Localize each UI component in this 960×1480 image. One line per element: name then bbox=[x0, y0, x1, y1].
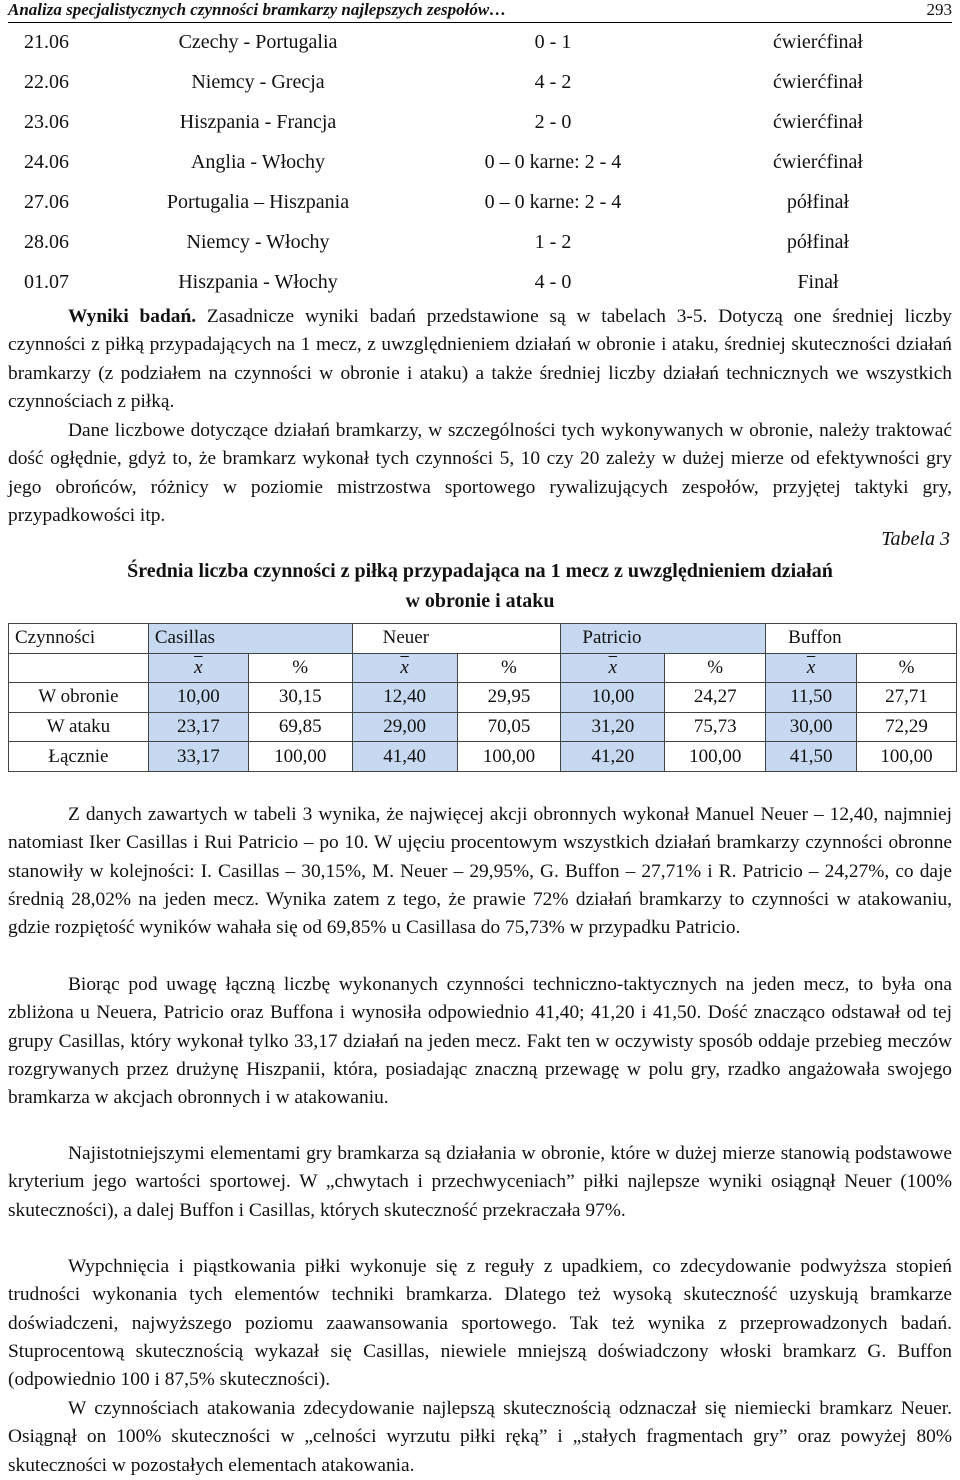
body-paragraph: Z danych zawartych w tabeli 3 wynika, że najwięcej akcji obronnych wykonał Manuel Neuer – 12,40, najmniej natomiast Iker Casillas i Rui Patricio – po 10. W ujęciu procentowym wszystkich działań bramkarzy czynności obronne stanowiły w kolejności: I. Casillas – 30,15%, M. Neuer – 29,95%, G. Buffon – 27,71% i R. Patricio – 24,27%, co daje średnią 28,02% na jeden mecz. Wynika zatem z tego, że prawie 72% działań bramkarzy to czynności w atakowaniu, gdzie rozpiętość wyników wahała się od 69,85% u Casillasa do 75,73% w przypadku Patricio. bbox=[8, 804, 952, 939]
match-score: 4 - 2 bbox=[534, 71, 572, 93]
mean-header: $\overline{x}$ bbox=[352, 653, 457, 683]
table-row bbox=[9, 683, 957, 713]
match-teams: Portugalia – Hiszpania bbox=[166, 191, 350, 213]
data-caution-paragraph: Dane liczbowe dotyczące działań bramkarzy, w szczególności tych wykonywanych w obronie, należy traktować dość ogłędnie, gdyż to, że bramkarz wykonał tych czynności 5, 10 czy 20 zależy w dużej mierze od efektywności gry jego obrońców, różnicy w poziomie mistrzostwa sportowego rywalizujących zespołów, przyjętej taktyki gry, przypadkowości itp. bbox=[8, 420, 952, 526]
match-score: 4 - 0 bbox=[534, 271, 572, 293]
match-round: Finał bbox=[797, 271, 839, 293]
table-cell: 12,40 bbox=[352, 683, 457, 713]
table-cell: 41,40 bbox=[352, 742, 457, 772]
player-header: Patricio bbox=[561, 624, 766, 654]
table-row bbox=[9, 742, 957, 772]
match-date: 27.06 bbox=[24, 191, 69, 213]
table-cell: 29,00 bbox=[352, 712, 457, 742]
match-row bbox=[0, 226, 960, 266]
running-header bbox=[8, 0, 952, 23]
match-round: półfinał bbox=[786, 231, 850, 253]
table-caption: Tabela 3 bbox=[881, 528, 950, 550]
match-list bbox=[0, 26, 960, 306]
table-cell: 100,00 bbox=[857, 742, 957, 772]
table-cell: 100,00 bbox=[457, 742, 561, 772]
results-heading: Wyniki badań. bbox=[68, 306, 197, 327]
mean-header: $\overline{x}$ bbox=[766, 653, 857, 683]
body-paragraph: Biorąc pod uwagę łączną liczbę wykonanych czynności techniczno-taktycznych na jeden mecz, to była ona zbliżona u Neuera, Patricio oraz Buffona i wynosiła odpowiednio 41,40; 41,20 i 41,50. Dość znacząco odstawał od tej grupy Casillas, który wykonał tylko 33,17 działań na jeden mecz. Fakt ten w oczywisty sposób oddaje przebieg meczów rozgrywanych przez drużynę Hiszpanii, która, posiadając znaczną przewagę w polu gry, rzadko angażowała swojego bramkarza w akcjach obronnych i w atakowaniu. bbox=[8, 974, 952, 1109]
table-cell: 10,00 bbox=[561, 683, 665, 713]
mean-header: $\overline{x}$ bbox=[148, 653, 248, 683]
table-cell: 30,15 bbox=[248, 683, 352, 713]
match-round: ćwierćfinał bbox=[773, 31, 863, 53]
table-row bbox=[9, 712, 957, 742]
table-cell: 70,05 bbox=[457, 712, 561, 742]
body-paragraph: Wypchnięcia i piąstkowania piłki wykonuje się z reguły z upadkiem, co zdecydowanie podwyższa stopień trudności wykonania tych elementów techniki bramkarza. Dlatego też wysoką skuteczność uzyskują bramkarze doświadczeni, najwyższego poziomu zaawansowania sportowego. Tak też wynika z przeprowadzonych badań. Stuprocentową skutecznością wykazał się Casillas, niewiele mniejszą doświadczony włoski bramkarz G. Buffon (odpowiednio 100 i 87,5% skuteczności). bbox=[8, 1256, 952, 1391]
corner-cell: Czynności bbox=[9, 624, 149, 654]
table-cell: 69,85 bbox=[248, 712, 352, 742]
table-cell: 30,00 bbox=[766, 712, 857, 742]
table-cell: 72,29 bbox=[857, 712, 957, 742]
match-date: 22.06 bbox=[24, 71, 69, 93]
match-row bbox=[0, 146, 960, 186]
empty-cell bbox=[9, 653, 149, 683]
table-cell: 41,50 bbox=[766, 742, 857, 772]
row-label: W ataku bbox=[9, 712, 149, 742]
page-number: 293 bbox=[926, 0, 952, 19]
match-score: 0 - 1 bbox=[534, 31, 572, 53]
body-paragraph: W czynnościach atakowania zdecydowanie najlepszą skutecznością odznaczał się niemiecki bramkarz Neuer. Osiągnął on 100% skuteczności w „celności wyrzutu piłki ręką” i „stałych fragmentach gry” oraz powyżej 80% skuteczności w pozostałych elementach atakowania. bbox=[8, 1398, 952, 1476]
table-header-row bbox=[9, 624, 957, 654]
match-round: ćwierćfinał bbox=[773, 151, 863, 173]
match-score: 0 – 0 karne: 2 - 4 bbox=[484, 191, 622, 213]
match-date: 21.06 bbox=[24, 31, 69, 53]
table-cell: 31,20 bbox=[561, 712, 665, 742]
table-cell: 100,00 bbox=[248, 742, 352, 772]
row-label: Łącznie bbox=[9, 742, 149, 772]
table-cell: 11,50 bbox=[766, 683, 857, 713]
percent-header: % bbox=[665, 653, 766, 683]
row-label: W obronie bbox=[9, 683, 149, 713]
percent-header: % bbox=[857, 653, 957, 683]
running-title: Analiza specjalistycznych czynności bramkarzy najlepszych zespołów… bbox=[8, 0, 507, 19]
table-title-line: w obronie i ataku bbox=[405, 590, 555, 612]
body-paragraph: Najistotniejszymi elementami gry bramkarza są działania w obronie, które w dużej mierze stanowią podstawowe kryterium jego wartości sportowej. W „chwytach i przechwyceniach” piłki najlepsze wyniki osiągnął Neuer (100% skuteczności), a dalej Buffon i Casillas, których skuteczność przekraczała 97%. bbox=[8, 1143, 952, 1221]
table-title bbox=[8, 556, 952, 616]
match-teams: Anglia - Włochy bbox=[190, 151, 326, 173]
player-header: Neuer bbox=[352, 624, 561, 654]
match-row bbox=[0, 266, 960, 306]
player-header: Casillas bbox=[148, 624, 352, 654]
goalkeeper-actions-table bbox=[8, 623, 957, 772]
table-cell: 29,95 bbox=[457, 683, 561, 713]
match-round: ćwierćfinał bbox=[773, 71, 863, 93]
table-cell: 10,00 bbox=[148, 683, 248, 713]
table-cell: 41,20 bbox=[561, 742, 665, 772]
match-score: 2 - 0 bbox=[534, 111, 572, 133]
table-cell: 23,17 bbox=[148, 712, 248, 742]
match-date: 01.07 bbox=[24, 271, 69, 293]
table-cell: 100,00 bbox=[665, 742, 766, 772]
match-row bbox=[0, 26, 960, 66]
mean-header: $\overline{x}$ bbox=[561, 653, 665, 683]
results-text: Zasadnicze wyniki badań przedstawione są w tabelach 3-5. Dotyczą one średniej liczby czynności z piłką przypadających na 1 mecz, z uwzględnieniem działań w obronie i ataku, średniej skuteczności działań bramkarzy (z podziałem na czynności w obronie i ataku) a także średniej liczby działań technicznych we wszystkich czynnościach z piłką. bbox=[8, 306, 953, 412]
match-round: półfinał bbox=[786, 191, 850, 213]
match-row bbox=[0, 66, 960, 106]
table-cell: 27,71 bbox=[857, 683, 957, 713]
match-teams: Hiszpania - Francja bbox=[179, 111, 337, 133]
table-cell: 33,17 bbox=[148, 742, 248, 772]
table-subheader-row bbox=[9, 653, 957, 683]
table-title-line: Średnia liczba czynności z piłką przypadająca na 1 mecz z uwzględnieniem działań bbox=[127, 560, 833, 582]
match-teams: Hiszpania - Włochy bbox=[178, 271, 338, 293]
match-date: 28.06 bbox=[24, 231, 69, 253]
match-round: ćwierćfinał bbox=[773, 111, 863, 133]
player-header: Buffon bbox=[766, 624, 957, 654]
table-cell: 75,73 bbox=[665, 712, 766, 742]
match-row bbox=[0, 186, 960, 226]
percent-header: % bbox=[457, 653, 561, 683]
match-date: 23.06 bbox=[24, 111, 69, 133]
match-date: 24.06 bbox=[24, 151, 69, 173]
match-teams: Niemcy - Grecja bbox=[191, 71, 325, 93]
match-teams: Niemcy - Włochy bbox=[186, 231, 330, 253]
table-cell: 24,27 bbox=[665, 683, 766, 713]
percent-header: % bbox=[248, 653, 352, 683]
results-paragraph bbox=[8, 303, 952, 416]
match-score: 0 – 0 karne: 2 - 4 bbox=[484, 151, 622, 173]
match-row bbox=[0, 106, 960, 146]
match-score: 1 - 2 bbox=[534, 231, 572, 253]
match-teams: Czechy - Portugalia bbox=[178, 31, 338, 53]
